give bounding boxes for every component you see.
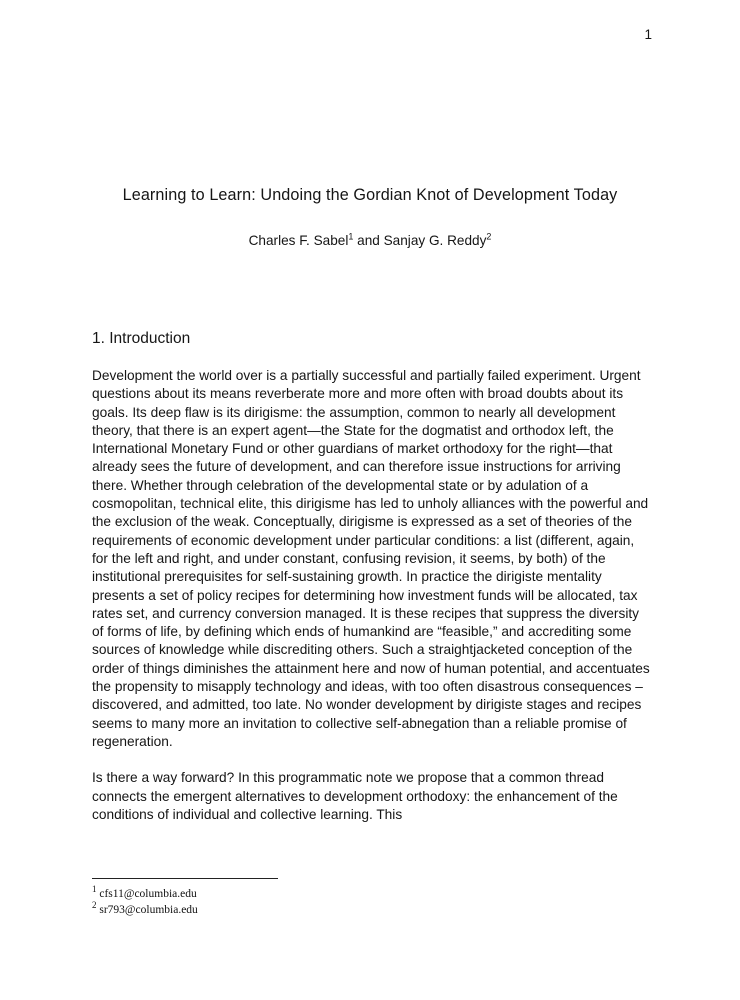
- footnotes-section: [92, 878, 652, 918]
- footnote-1-text: cfs11@columbia.edu: [99, 888, 197, 900]
- paragraph-1: Development the world over is a partially successful and partially failed experiment. Urgent questions about its means reverberate more and more often with broad doubts about its goals. Its deep flaw is its dirigisme: the assumption, common to nearly all development theory, that there is an expert agent—the State for the dogmatist and orthodox left, the International Monetary Fund or other guardians of market orthodoxy for the right—that already sees the future of development, and can therefore issue instructions for arriving there. Whether through celebration of the developmental state or by adulation of a cosmopolitan, technical elite, this dirigisme has led to unholy alliances with the powerful and the exclusion of the weak. Conceptually, dirigisme is expressed as a set of theories of the requirements of economic development under particular conditions: a list (different, again, for the left and right, and under constant, confusing revision, it seems, by both) of the institutional prerequisites for self-sustaining growth. In practice the dirigiste mentality presents a set of policy recipes for determining how investment funds will be allocated, tax rates set, and currency conversion managed. It is these recipes that suppress the diversity of forms of life, by defining which ends of humankind are “feasible,” and accrediting some sources of knowledge while discrediting others. Such a straightjacketed conception of the order of things diminishes the attainment here and now of human potential, and accentuates the propensity to misapply technology and ideas, with too often disastrous consequences – discovered, and admitted, too late. No wonder development by dirigiste stages and recipes seems to many more an invitation to collective self-abnegation than a reliable promise of regeneration.: [92, 368, 650, 749]
- authors-line: [45, 233, 695, 248]
- author-2-footnote-marker: 2: [486, 231, 492, 242]
- page-number: 1: [644, 27, 652, 42]
- author-1-name: Charles F. Sabel: [248, 233, 349, 248]
- footnote-2-text: sr793@columbia.edu: [99, 904, 198, 916]
- footnote-1: [92, 886, 652, 902]
- section-heading-introduction: 1. Introduction: [92, 330, 191, 347]
- footnote-separator-rule: [92, 878, 278, 879]
- author-1-footnote-marker: 1: [348, 231, 354, 242]
- footnote-1-marker: 1: [92, 884, 97, 895]
- author-2-name: Sanjay G. Reddy: [383, 233, 487, 248]
- footnote-2: [92, 902, 652, 918]
- authors-connector: and: [353, 233, 384, 248]
- footnote-2-marker: 2: [92, 900, 97, 911]
- paper-title: Learning to Learn: Undoing the Gordian Knot of Development Today: [122, 186, 618, 204]
- paragraph-2: Is there a way forward? In this programmatic note we propose that a common thread connects the emergent alternatives to development orthodoxy: the enhancement of the conditions of individual and collective learning. This: [92, 770, 618, 822]
- body-content: [92, 330, 652, 842]
